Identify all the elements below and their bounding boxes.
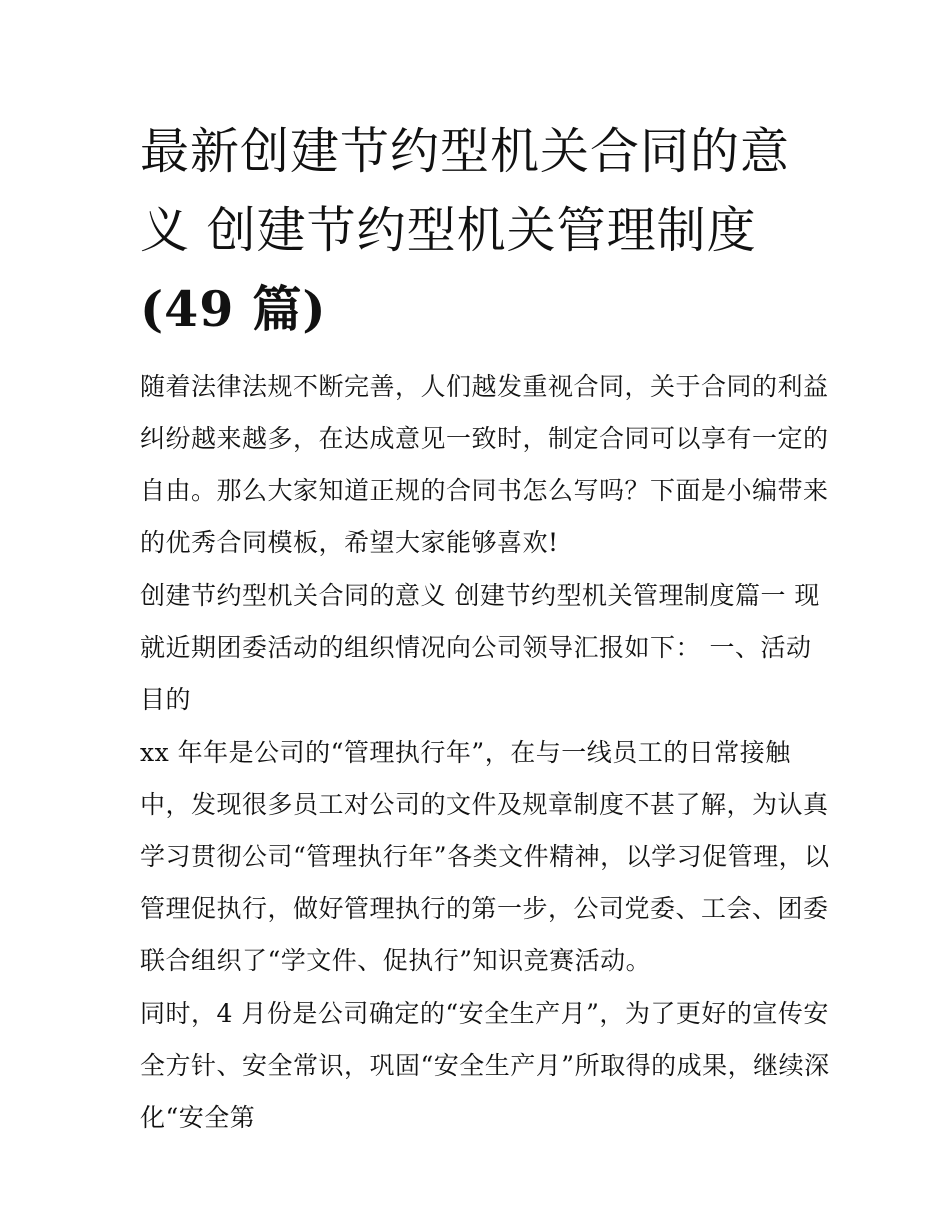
text-line: 随着法律法规不断完善，人们越发重视合同，关于合同的利益 xyxy=(140,372,829,401)
text-line: 目的 xyxy=(140,685,192,714)
paragraph xyxy=(140,570,820,726)
text-line: 学习贯彻公司“管理执行年”各类文件精神，以学习促管理，以 xyxy=(140,842,830,871)
text-line: 创建节约型机关合同的意义 创建节约型机关管理制度篇一 现 xyxy=(140,581,820,610)
paragraph xyxy=(140,361,829,569)
text-line: 自由。那么大家知道正规的合同书怎么写吗？下面是小编带来 xyxy=(140,476,829,505)
text-line: 同时，4 月份是公司确定的“安全生产月”，为了更好的宣传安 xyxy=(140,999,829,1028)
text-line: xx 年年是公司的“管理执行年”，在与一线员工的日常接触 xyxy=(140,738,791,767)
title-line: (49 篇) xyxy=(140,280,327,338)
text-line: 管理促执行，做好管理执行的第一步，公司党委、工会、团委 xyxy=(140,894,829,923)
text-line: 化“安全第 xyxy=(140,1103,256,1132)
text-line: 联合组织了“学文件、促执行”知识竞赛活动。 xyxy=(140,946,652,975)
text-line: 中，发现很多员工对公司的文件及规章制度不甚了解，为认真 xyxy=(140,790,829,819)
text-line: 纠纷越来越多，在达成意见一致时，制定合同可以享有一定的 xyxy=(140,424,829,453)
document-page xyxy=(140,112,830,1144)
title-line: 最新创建节约型机关合同的意 xyxy=(140,123,791,180)
title-line: 义 创建节约型机关管理制度 xyxy=(140,202,757,259)
document-body xyxy=(140,361,830,1144)
text-line: 全方针、安全常识，巩固“安全生产月”所取得的成果，继续深 xyxy=(140,1051,830,1080)
paragraph xyxy=(140,727,830,987)
text-line: 就近期团委活动的组织情况向公司领导汇报如下： 一、活动 xyxy=(140,633,812,662)
paragraph xyxy=(140,988,830,1144)
document-title xyxy=(140,112,820,349)
text-line: 的优秀合同模板，希望大家能够喜欢! xyxy=(140,528,559,557)
